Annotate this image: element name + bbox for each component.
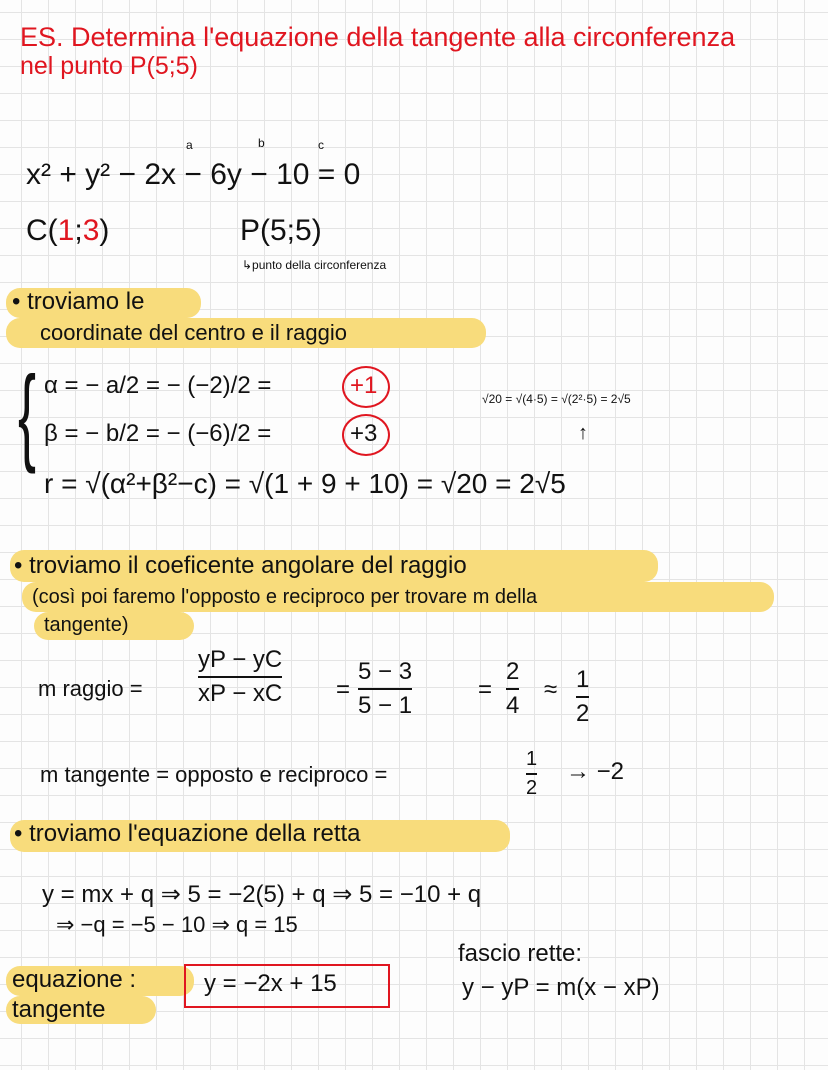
exercise-point: nel punto P(5;5) bbox=[20, 52, 198, 80]
beta-formula: β = − b/2 = − (−6)/2 = bbox=[44, 420, 272, 447]
m-tangent-label: m tangente = opposto e reciproco = bbox=[40, 762, 388, 787]
circle-equation: x² + y² − 2x − 6y − 10 = 0 bbox=[26, 158, 361, 191]
result-circle bbox=[342, 366, 390, 408]
section-heading-center: • troviamo le bbox=[12, 288, 145, 315]
section-heading-line: • troviamo l'equazione della retta bbox=[14, 820, 361, 847]
radius-formula: r = √(α²+β²−c) = √(1 + 9 + 10) = √20 = 2√5 bbox=[44, 468, 566, 499]
pencil-title: fascio rette: bbox=[458, 940, 583, 967]
slope-simplified: 1 2 bbox=[576, 666, 590, 727]
result-circle bbox=[342, 414, 390, 456]
m-radius-label: m raggio = bbox=[38, 676, 143, 701]
section-heading-center-2: coordinate del centro e il raggio bbox=[40, 320, 347, 345]
coef-label-c: c bbox=[318, 138, 324, 152]
section-heading-slope: • troviamo il coeficente angolare del raggio bbox=[14, 552, 467, 579]
point-coordinates: P(5;5) bbox=[240, 214, 322, 247]
coef-label-b: b bbox=[258, 136, 265, 150]
equals-sign: = bbox=[336, 676, 351, 703]
solve-line-2: ⇒ −q = −5 − 10 ⇒ q = 15 bbox=[56, 912, 298, 937]
beta-result: +3 bbox=[350, 420, 378, 447]
system-brace: { bbox=[18, 353, 37, 474]
arrow-up-icon: ↑ bbox=[578, 422, 588, 444]
sqrt-side-note: √20 = √(4·5) = √(2²·5) = 2√5 bbox=[482, 392, 631, 406]
section-note-line1: (così poi faremo l'opposto e reciproco per trovare m della bbox=[32, 586, 538, 608]
solve-line-1: y = mx + q ⇒ 5 = −2(5) + q ⇒ 5 = −10 + q bbox=[42, 881, 482, 908]
section-note-line2: tangente) bbox=[44, 614, 129, 636]
slope-formula: yP − yC xP − xC bbox=[198, 646, 283, 707]
equals-sign: ≈ bbox=[544, 676, 558, 703]
reciprocal-fraction: 1 2 bbox=[526, 748, 538, 799]
coef-label-a: a bbox=[186, 138, 193, 152]
result-label-2: tangente bbox=[12, 996, 106, 1023]
slope-values: 5 − 3 5 − 1 bbox=[358, 658, 413, 719]
equals-sign: = bbox=[478, 676, 493, 703]
exercise-title: ES. Determina l'equazione della tangente alla circonferenza bbox=[20, 22, 736, 52]
alpha-formula: α = − a/2 = − (−2)/2 = bbox=[44, 372, 272, 399]
tangent-equation: y = −2x + 15 bbox=[204, 970, 337, 997]
result-label: equazione : bbox=[12, 966, 137, 993]
alpha-result: +1 bbox=[350, 372, 378, 399]
pencil-formula: y − yP = m(x − xP) bbox=[462, 974, 660, 1001]
tangent-slope-result: → −2 bbox=[566, 758, 625, 785]
center-coordinates: C(1;3) bbox=[26, 214, 110, 247]
point-note: ↳punto della circonferenza bbox=[242, 258, 387, 272]
slope-fraction: 2 4 bbox=[506, 658, 520, 719]
